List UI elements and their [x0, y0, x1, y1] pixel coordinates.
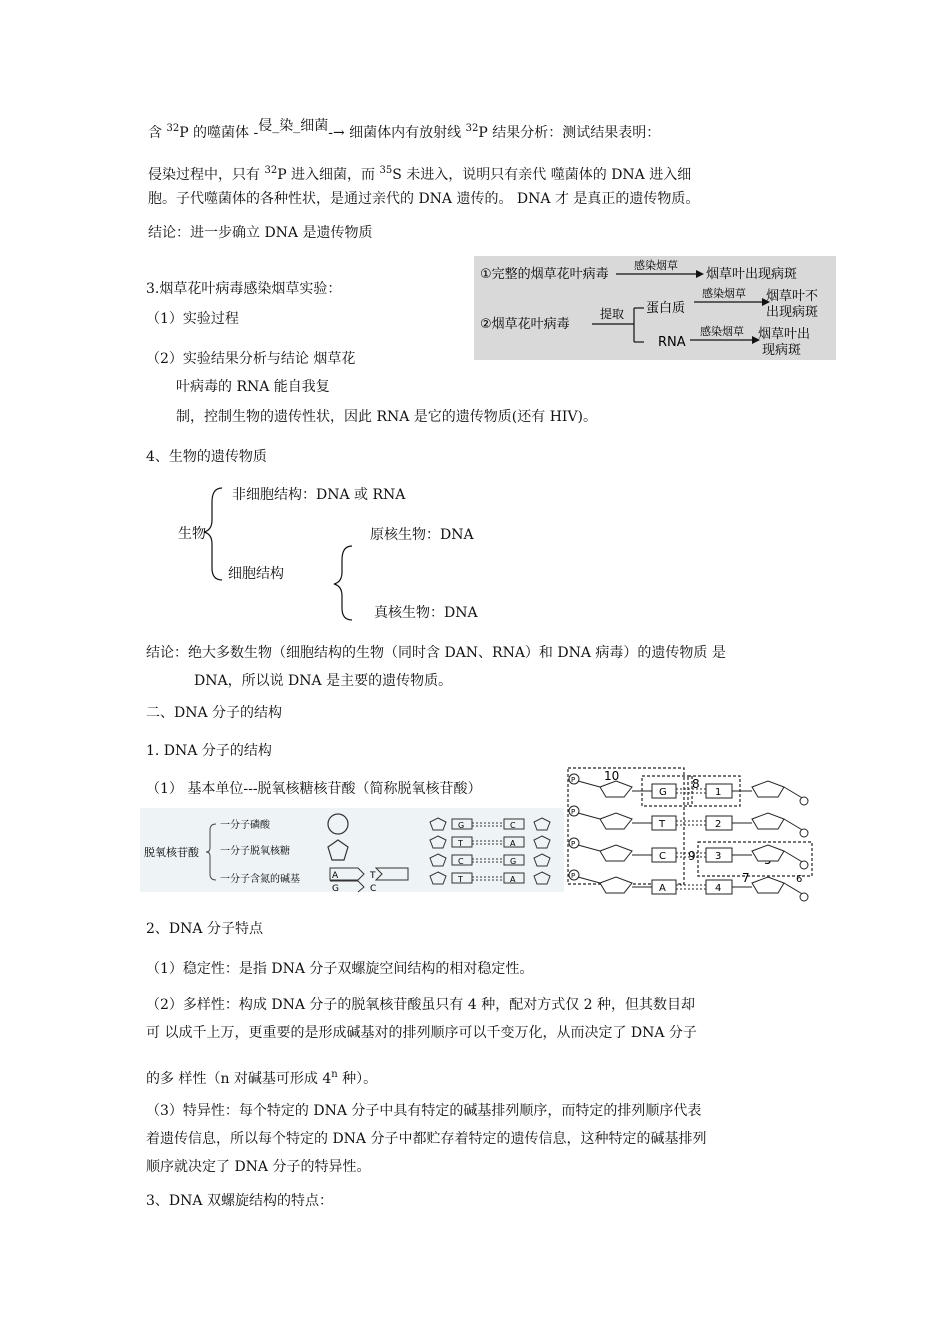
deoxyribose [752, 781, 784, 797]
conclusion-main-1: 结论：绝大多数生物（细胞结构的生物（同时含 DAN、RNA）和 DNA 病毒）的遗传物质 是 [146, 645, 726, 661]
base-c: C [370, 884, 377, 894]
tree-eukaryote: 真核生物：DNA [374, 605, 478, 621]
sup: 32 [264, 165, 278, 176]
phosphate [800, 861, 808, 869]
phosphate [800, 893, 808, 901]
tree-prokaryote: 原核生物：DNA [370, 527, 474, 543]
backbone [784, 819, 804, 831]
unit-item-2: 一分子脱氧核糖 [220, 846, 290, 857]
base-a: A [332, 871, 339, 881]
backbone [578, 877, 600, 883]
ladder-base-right: C [510, 821, 516, 830]
sup: 32 [166, 123, 180, 134]
para-dna-heredity: 胞。子代噬菌体的各种性状，是通过亲代的 DNA 遗传的。 DNA 才 是真正的遗传物质。 [148, 191, 700, 207]
text: 含 [148, 125, 167, 141]
label-7: 7 [742, 871, 750, 885]
backbone [578, 781, 600, 787]
text: 种）。 [337, 1071, 378, 1087]
tree-braces [200, 484, 370, 624]
section-3-title: 3.烟草花叶病毒感染烟草实验： [146, 281, 342, 297]
backbone [578, 845, 600, 851]
protein-result-2: 出现病斑 [766, 305, 819, 320]
rna-result-2: 现病斑 [762, 343, 802, 358]
deoxyribose [600, 845, 632, 861]
deoxyribose [752, 813, 784, 829]
right-base-number: 4 [715, 883, 722, 894]
ladder-base-right: A [510, 875, 516, 884]
conclusion-main-2: DNA，所以说 DNA 是主要的遗传物质。 [194, 673, 453, 689]
deoxyribose [600, 813, 632, 829]
ladder-base-left: C [458, 857, 464, 866]
base-g: G [332, 884, 339, 894]
para-infection [148, 162, 691, 184]
left-base-label: G [659, 787, 667, 798]
phosphate-label: P [571, 776, 576, 784]
row1-start: ①完整的烟草花叶病毒 [480, 267, 609, 282]
unit-item-1: 一分子磷酸 [220, 820, 270, 831]
label-10: 10 [604, 769, 620, 783]
base-t: T [370, 871, 376, 881]
ladder-base-right: G [510, 857, 517, 866]
left-base-label: T [659, 819, 666, 830]
phosphate-label: P [571, 808, 576, 816]
sup: 32 [465, 123, 479, 134]
label-8: 8 [692, 777, 700, 791]
phosphate [800, 829, 808, 837]
dna-structure-figure [564, 760, 818, 894]
left-base-label: C [659, 851, 666, 862]
feature-stability: （1）稳定性：是指 DNA 分子双螺旋空间结构的相对稳定性。 [146, 961, 534, 977]
text: P 的噬菌体 - [179, 125, 259, 141]
protein-label: 蛋白质 [646, 301, 686, 316]
text: S 未进入，说明只有亲代 噬菌体的 DNA 进入细 [392, 167, 692, 183]
deoxyribose [600, 877, 632, 893]
feature-specificity-1: （3）特异性：每个特定的 DNA 分子中具有特定的碱基排列顺序，而特定的排列顺序代表 [146, 1103, 702, 1119]
left-base-label: A [659, 883, 666, 894]
deoxyribose [752, 845, 784, 861]
extract-label: 提取 [600, 307, 625, 321]
right-base-number: 3 [715, 851, 722, 862]
row1-arrow-label: 感染烟草 [634, 259, 678, 272]
row1-end: 烟草叶出现病斑 [706, 267, 798, 282]
dna-rungs [569, 774, 808, 901]
tree-root: 生物 [178, 526, 206, 542]
text: 的多 样性（n 对碱基可形成 4 [146, 1071, 332, 1087]
backbone [784, 787, 804, 799]
tmv-experiment-figure [474, 256, 836, 360]
feature-diversity-3 [146, 1066, 377, 1088]
phosphate [800, 797, 808, 805]
sup: 35 [379, 165, 393, 176]
text: P 进入细菌，而 [277, 167, 380, 183]
backbone [578, 813, 600, 819]
label-9: 9 [688, 849, 696, 863]
section-3-4: 制，控制生物的遗传性状，因此 RNA 是它的遗传物质(还有 HIV)。 [176, 409, 598, 425]
sup: n [331, 1069, 338, 1080]
ladder-base-left: G [458, 821, 465, 830]
section-2-1: 1. DNA 分子的结构 [146, 743, 272, 759]
unit-name: 脱氧核苷酸 [144, 846, 199, 859]
protein-arrow-label: 感染烟草 [702, 287, 746, 300]
right-base-number: 1 [715, 787, 722, 798]
text: -→ 细菌体内有放射线 [328, 125, 466, 141]
feature-specificity-2: 着遗传信息，所以每个特定的 DNA 分子中都贮存着特定的遗传信息，这种特定的碱基排列 [146, 1131, 707, 1147]
section-2-1-1: （1） 基本单位---脱氧核糖核苷酸（简称脱氧核苷酸） [146, 781, 482, 797]
ladder-base-left: T [458, 839, 463, 848]
phosphate-label: P [571, 840, 576, 848]
text: 侵染过程中，只有 [148, 167, 265, 183]
tree-cell: 细胞结构 [228, 566, 284, 582]
rna-arrow-label: 感染烟草 [700, 325, 744, 338]
protein-result-1: 烟草叶不 [766, 289, 819, 304]
phosphate-label: P [571, 872, 576, 880]
deoxyribose [752, 877, 784, 893]
nucleotide-unit-figure [140, 808, 564, 892]
feature-diversity-2: 可 以成千上万，更重要的是形成碱基对的排列顺序可以千变万化，从而决定了 DNA 分子 [146, 1025, 697, 1041]
section-3-2: （2）实验结果分析与结论 烟草花 [146, 351, 356, 367]
section-2-3: 3、DNA 双螺旋结构的特点： [146, 1193, 333, 1209]
section-2-title: 二、DNA 分子的结构 [146, 705, 283, 721]
section-4-title: 4、生物的遗传物质 [146, 449, 267, 465]
section-3-1: （1）实验过程 [146, 311, 239, 327]
tree-noncell: 非细胞结构：DNA 或 RNA [232, 487, 406, 503]
section-2-2: 2、DNA 分子特点 [146, 921, 263, 937]
ladder-base-right: A [510, 839, 516, 848]
row2-start: ②烟草花叶病毒 [480, 317, 570, 332]
deoxyribose [600, 781, 632, 797]
backbone [784, 851, 804, 863]
para-phage-result [148, 120, 660, 142]
text: P 结果分析：测试结果表明： [478, 125, 661, 141]
feature-diversity-1: （2）多样性：构成 DNA 分子的脱氧核苷酸虽只有 4 种，配对方式仅 2 种，但其数目却 [146, 997, 696, 1013]
conclusion-dna: 结论：进一步确立 DNA 是遗传物质 [148, 225, 373, 241]
label-6: 6 [796, 874, 803, 885]
section-3-3: 叶病毒的 RNA 能自我复 [176, 379, 330, 395]
rna-label: RNA [658, 335, 686, 350]
rna-result-1: 烟草叶出 [758, 327, 811, 342]
right-base-number: 2 [715, 819, 722, 830]
arrow-label: 侵_染_细菌 [258, 118, 329, 134]
ladder-base-left: T [458, 875, 463, 884]
feature-specificity-3: 顺序就决定了 DNA 分子的特异性。 [146, 1159, 371, 1175]
unit-item-3: 一分子含氮的碱基 [220, 874, 300, 885]
